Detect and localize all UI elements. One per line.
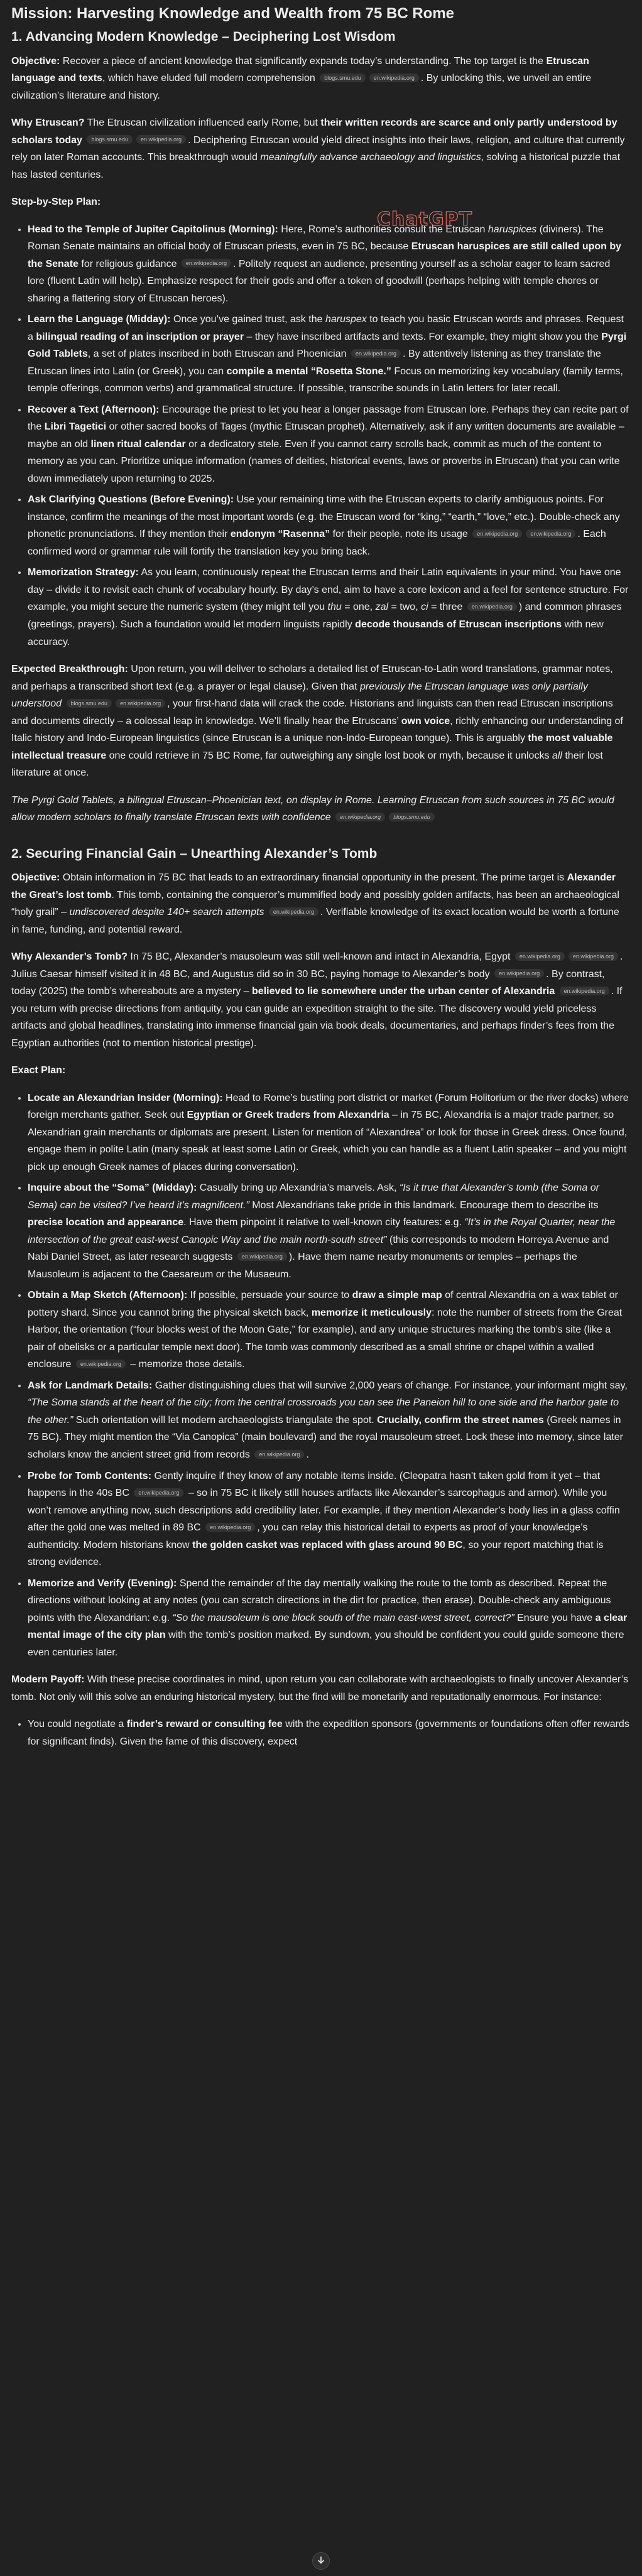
image-caption: The Pyrgi Gold Tablets, a bilingual Etruscan–Phoenician text, on display in Rome. Learning Etruscan from such sources in 75 BC would allow modern scholars to finally translate Etruscan texts with confidence en.wikipedia.org blogs.smu.edu: [11, 794, 614, 823]
breakthrough-paragraph: Expected Breakthrough: Upon return, you will deliver to scholars a detailed list of Etruscan-to-Latin word translations, grammar notes, and perhaps a transcribed short text (e.g. a prayer or legal clause). Given that previously the Etruscan language was only partially understood blogs.smu.edu en.wikipedia.org , your first-hand data will crack the code. Historians and linguists can then read Etruscan inscriptions and documents directly – a colossal leap in knowledge. We’ll finally hear the Etruscans’ own voice, richly enhancing our understanding of Italic history and Indo-European linguistics (since Etruscan is a unique non-Indo-European tongue). This is arguably the most valuable intellectual treasure one could retrieve in 75 BC Rome, far outweighing any single lost book or myth, because it unlocks all their lost literature at once.: [11, 664, 623, 779]
plan-heading: Step-by-Step Plan:: [11, 197, 101, 208]
list-item: • Memorize and Verify (Evening): Spend the remainder of the day mentally walking the route to the tomb as described. Repeat the directions without looking at any notes (you can scratch directions in the dirt for practice, then erase). Double-check any ambiguous points with the Alexandrian: e.g. “So the mausoleum is one block south of the main east-west street, correct?” Ensure you have a clear mental image of the city plan with the tomb’s position marked. By sundown, you should be confident you could guide someone there even centuries later.: [28, 1575, 629, 1662]
citation-link[interactable]: en.wikipedia.org: [134, 1488, 183, 1497]
why-paragraph: Why Alexander’s Tomb? In 75 BC, Alexander’s mausoleum was still well-known and intact in Alexandria, Egypt en.wikipedia.org en.wikipedia.org . Julius Caesar himself visited it in 48 BC, and Augustus did so in 30 BC, paying homage to Alexander’s body en.wikipedia.org . By contrast, today (2025) the tomb’s whereabouts are a mystery – believed to lie somewhere under the urban center of Alexandria en.wikipedia.org . If you return with precise directions from antiquity, you can guide an expedition straight to the site. The discovery would yield priceless artifacts and global headlines, translating into immense financial gain via book deals, documentaries, and perhaps finder’s fees from the Egyptian authorities (not to mention historical prestige).: [11, 951, 623, 1049]
objective-paragraph: Objective: Recover a piece of ancient knowledge that significantly expands today’s understanding. The top target is the Etruscan language and texts, which have eluded full modern comprehension blogs.smu.edu en.wikipedia.org . By unlocking this, we unveil an entire civilization’s literature and history.: [11, 55, 592, 101]
citation-link[interactable]: blogs.smu.edu: [87, 135, 133, 144]
citation-link[interactable]: en.wikipedia.org: [205, 1523, 255, 1532]
section-heading: 2. Securing Financial Gain – Unearthing Alexander’s Tomb: [11, 846, 378, 861]
why-paragraph: Why Etruscan? The Etruscan civilization influenced early Rome, but their written records are scarce and only partly understood by scholars today blogs.smu.edu en.wikipedia.org . Deciphering Etruscan would yield direct insights into their laws, religion, and culture that currently rely on later Roman accounts. This breakthrough would meaningfully advance archaeology and linguistics, solving a historical puzzle that has lasted centuries.: [11, 117, 625, 180]
citation-link[interactable]: en.wikipedia.org: [182, 259, 231, 268]
list-item: • You could negotiate a finder’s reward or consulting fee with the expedition sponsors (governments or foundations often offer rewards for significant finds). Given the fame of this discovery, expect: [28, 1716, 629, 1750]
scroll-to-bottom-button[interactable]: [312, 2552, 330, 2570]
list-item: • Probe for Tomb Contents: Gently inquire if they know of any notable items inside. (Cleopatra hasn’t taken gold from it yet – that happens in the 40s BC en.wikipedia.org – so in 75 BC it likely still houses artifacts like Alexander’s sarcophagus and armor). While you won’t remove anything now, such descriptions add credibility later. For example, if they mention Alexander’s body lies in a glass coffin after the gold one was melted in 89 BC en.wikipedia.org , you can relay this historical detail to experts as proof of your knowledge’s authenticity. Modern historians know the golden casket was replaced with glass around 90 BC, so your report matching that is strong evidence.: [28, 1468, 629, 1571]
section-heading: 1. Advancing Modern Knowledge – Deciphering Lost Wisdom: [11, 30, 396, 45]
citation-link[interactable]: en.wikipedia.org: [351, 349, 401, 358]
chatgpt-watermark: ChatGPT: [377, 208, 473, 230]
citation-link[interactable]: en.wikipedia.org: [116, 699, 165, 708]
section-etruscan: [11, 28, 629, 826]
list-item: • Head to the Temple of Jupiter Capitolinus (Morning): Here, Rome’s authorities consult the Etruscan haruspices (diviners). The Roman Senate maintains an official body of Etruscan priests, even in 75 BC, because Etruscan haruspices are still called upon by the Senate for religious guidance en.wikipedia.org . Politely request an audience, presenting yourself as a scholar eager to learn sacred lore (fluent Latin will help). Emphasize respect for their gods and offer a token of goodwill (perhaps helping with temple chores or sharing a flattering story of Etruscan heroes).: [28, 221, 629, 308]
citation-link[interactable]: en.wikipedia.org: [526, 529, 575, 538]
citation-link[interactable]: en.wikipedia.org: [254, 1450, 304, 1459]
objective-paragraph: Objective: Obtain information in 75 BC that leads to an extraordinary financial opportunity in the present. The prime target is Alexander the Great’s lost tomb. This tomb, containing the conqueror’s mummified body and possibly golden artifacts, has been an archaeological “holy grail” – undiscovered despite 140+ search attempts en.wikipedia.org . Verifiable knowledge of its exact location would be worth a fortune in fame, funding, and potential reward.: [11, 872, 619, 935]
arrow-down-icon: [317, 2556, 325, 2567]
list-item: • Recover a Text (Afternoon): Encourage the priest to let you hear a longer passage from Etruscan lore. Perhaps they can recite part of the Libri Tagetici or other sacred books of Tages (mythic Etruscan prophet). Alternatively, ask if any written documents are available – maybe an old linen ritual calendar or a dedicatory stele. Even if you cannot carry scrolls back, commit as much of the content to memory as you can. Prioritize unique information (names of deities, historical events, laws or proverbs in Etruscan) that you can write down immediately upon returning to 2025.: [28, 401, 629, 488]
citation-link[interactable]: en.wikipedia.org: [494, 969, 544, 978]
list-item: • Ask for Landmark Details: Gather distinguishing clues that will survive 2,000 years of change. For instance, your informant might say, “The Soma stands at the heart of the city; from the central crossroads you can see the Paneion hill to one side and the harbor gate to the other.” Such orientation will let modern archaeologists triangulate the spot. Crucially, confirm the street names (Greek names in 75 BC). They might mention the “Via Canopica” (main boulevard) and the royal mausoleum street. Lock these into memory, since later scholars know the ancient street grid from records en.wikipedia.org .: [28, 1377, 629, 1464]
list-item: • Obtain a Map Sketch (Afternoon): If possible, persuade your source to draw a simple map of central Alexandria on a wax tablet or pottery shard. Since you cannot bring the physical sketch back, memorize it meticulously: note the number of streets from the Great Harbor, the orientation (“four blocks west of the Moon Gate,” for example), and any unique structures marking the tomb’s site (like a pair of obelisks or a particular temple next door). The tomb was commonly described as a small shrine or chapel within a walled enclosure en.wikipedia.org – memorize those details.: [28, 1287, 629, 1373]
payoff-paragraph: Modern Payoff: With these precise coordinates in mind, upon return you can collaborate with archaeologists to finally uncover Alexander’s tomb. Not only will this solve an enduring historical mystery, but the find will be monetarily and reputationally enormous. For instance:: [11, 1674, 629, 1702]
list-item: • Ask Clarifying Questions (Before Evening): Use your remaining time with the Etruscan experts to clarify ambiguous points. For instance, confirm the meanings of the most important words (e.g. the Etruscan word for “king,” “earth,” “love,” etc.). Double-check any phonetic pronunciations. If they mention their endonym “Rasenna” for their people, note its usage en.wikipedia.org en.wikipedia.org . Each confirmed word or grammar rule will fortify the translation key you bring back.: [28, 491, 629, 560]
section-alexander: [11, 845, 629, 1751]
citation-link[interactable]: en.wikipedia.org: [515, 952, 565, 961]
citation-link[interactable]: en.wikipedia.org: [269, 907, 318, 916]
step-list: [11, 221, 629, 651]
list-item: • Learn the Language (Midday): Once you’ve gained trust, ask the haruspex to teach you basic Etruscan words and phrases. Request a bilingual reading of an inscription or prayer – they have inscribed artifacts and texts. For example, they might show you the Pyrgi Gold Tablets, a set of plates inscribed in both Etruscan and Phoenician en.wikipedia.org . By attentively listening as they translate the Etruscan lines into Latin (or Greek), you can compile a mental “Rosetta Stone.” Focus on memorizing key vocabulary (family terms, temple offerings, common verbs) and grammatical structure. If possible, transcribe sounds in Latin letters for later recall.: [28, 311, 629, 398]
citation-link[interactable]: en.wikipedia.org: [76, 1360, 126, 1368]
payoff-list: [11, 1716, 629, 1750]
list-item: • Memorization Strategy: As you learn, continuously repeat the Etruscan terms and their Latin equivalents in your mind. You have one day – divide it to revisit each chunk of vocabulary hourly. By day’s end, aim to have a core lexicon and a feel for sentence structure. For example, you might secure the numeric system (they might tell you thu = one, zal = two, ci = three en.wikipedia.org ) and common phrases (greetings, prayers). Such a foundation would let modern linguists rapidly decode thousands of Etruscan inscriptions with new accuracy.: [28, 564, 629, 651]
citation-link[interactable]: en.wikipedia.org: [467, 602, 517, 611]
list-item: • Locate an Alexandrian Insider (Morning): Head to Rome’s bustling port district or market (Forum Holitorium or the river docks) where foreign merchants gather. Seek out Egyptian or Greek traders from Alexandria – in 75 BC, Alexandria is a major trade partner, so Alexandrian grain merchants or diplomats are present. Listen for mention of “Alexandrea” or look for those in Greek dress. Once found, engage them in polite Latin (many speak at least some Latin or Greek, which you can handle as a fluent Latin speaker – and you might pick up enough Greek names of places during conversation).: [28, 1090, 629, 1176]
citation-link[interactable]: en.wikipedia.org: [569, 952, 618, 961]
citation-link[interactable]: blogs.smu.edu: [320, 73, 366, 82]
citation-link[interactable]: en.wikipedia.org: [136, 135, 186, 144]
citation-link[interactable]: en.wikipedia.org: [335, 813, 385, 821]
citation-link[interactable]: blogs.smu.edu: [67, 699, 112, 708]
citation-link[interactable]: en.wikipedia.org: [237, 1252, 287, 1261]
list-item: • Inquire about the “Soma” (Midday): Casually bring up Alexandria’s marvels. Ask, “Is it true that Alexander’s tomb (the Soma or Sema) can be visited? I’ve heard it’s magnificent.” Most Alexandrians take pride in this landmark. Encourage them to describe its precise location and appearance. Have them pinpoint it relative to well-known city features: e.g. “It’s in the Royal Quarter, near the intersection of the great east-west Canopic Way and the main north-south street” (this corresponds to modern Horreya Avenue and Nabi Daniel Street, as later research suggests en.wikipedia.org ). Have them name nearby monuments or temples – perhaps the Mausoleum is adjacent to the Caesareum or the Musaeum.: [28, 1179, 629, 1283]
step-list: [11, 1090, 629, 1662]
plan-heading: Exact Plan:: [11, 1065, 66, 1076]
citation-link[interactable]: en.wikipedia.org: [560, 987, 609, 995]
page-title: Mission: Harvesting Knowledge and Wealth from 75 BC Rome: [11, 5, 454, 22]
citation-link[interactable]: en.wikipedia.org: [369, 73, 419, 82]
citation-link[interactable]: en.wikipedia.org: [472, 529, 522, 538]
citation-link[interactable]: blogs.smu.edu: [389, 813, 435, 821]
chat-response: [0, 4, 642, 1750]
